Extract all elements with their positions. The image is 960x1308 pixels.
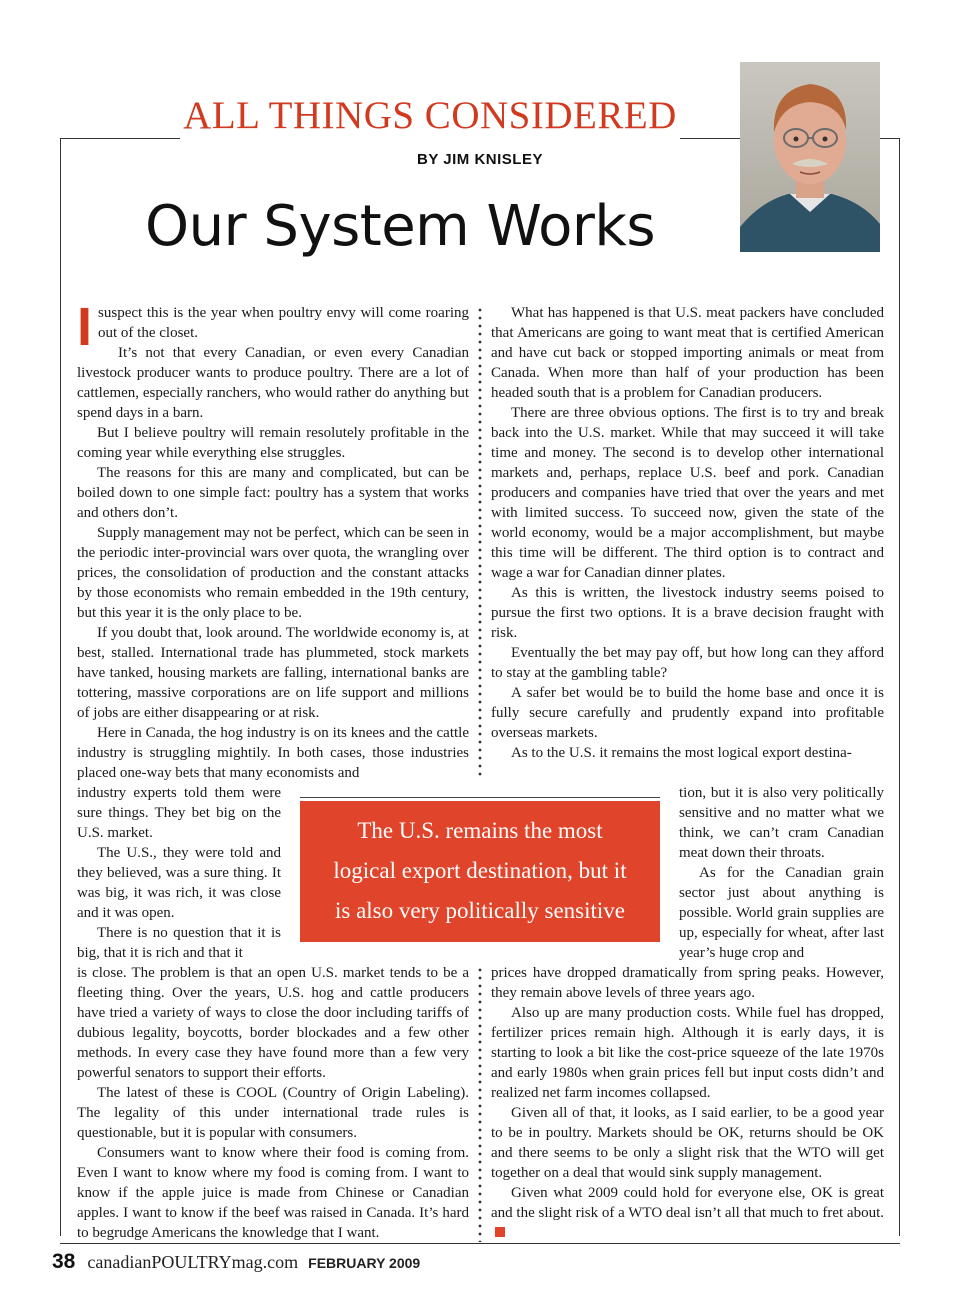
paragraph-16: A safer bet would be to build the home base and once it is fully secure carefully and prudently expand into profitable overseas markets. — [491, 685, 884, 741]
paragraph-1: Isuspect this is the year when poultry envy will come roaring out of the closet. — [77, 297, 469, 357]
paragraph-17-cont: tion, but it is also very politically sensitive and no matter what we think, we can’t cram Canadian meat down their throats. — [679, 785, 884, 861]
column-divider-dots-upper — [478, 306, 482, 778]
paragraph-9-cont: is close. The problem is that an open U.S. market tends to be a fleeting thing. Over the years, U.S. hog and cattle producers have tried a variety of ways to close the door including tariffs of dubious legality, boycotts, border blockades and a few other methods. In every case they have found more than a few very powerful senators to support their efforts. — [77, 965, 469, 1081]
article-right-column-bottom — [491, 963, 884, 1243]
pullquote-line-1: The U.S. remains the most — [357, 818, 603, 843]
paragraph-19: Also up are many production costs. While fuel has dropped, fertilizer prices remain high. Although it is early days, it is starting to look a bit like the cost-price squeeze of the late 1970s and early 1980s when grain prices fell but input costs didn’t and realized net farm incomes collapsed. — [491, 1005, 884, 1101]
frame-right-rule — [899, 138, 900, 1236]
paragraph-5: Supply management may not be perfect, which can be seen in the periodic inter-provincial wars over quota, the wrangling over prices, the consolidation of production and the constant attacks by those economists who remain embedded in the 19th century, but this year it is the only place to be. — [77, 525, 469, 621]
column-title: ALL THINGS CONSIDERED — [183, 94, 677, 137]
paragraph-17: As to the U.S. it remains the most logical export destina- — [511, 745, 852, 761]
article-left-column-middle — [77, 783, 281, 963]
paragraph-3: But I believe poultry will remain resolutely profitable in the coming year while everything else struggles. — [77, 425, 469, 461]
paragraph-7-cont: industry experts told them were sure things. They bet big on the U.S. market. — [77, 785, 281, 841]
paragraph-4: The reasons for this are many and complicated, but can be boiled down to one simple fact: poultry has a system that works and others don’t. — [77, 465, 469, 521]
paragraph-18: As for the Canadian grain sector just about anything is possible. World grain supplies are up, especially for wheat, after last year’s huge crop and — [679, 865, 884, 961]
pullquote-top-rule — [300, 797, 660, 798]
pullquote-line-3: is also very politically sensitive — [334, 898, 625, 923]
paragraph-11: Consumers want to know where their food is coming from. Even I want to know where my food is coming from. I want to know if the apple juice is made from Chinese or Canadian apples. I want to know if the beef was raised in Canada. It’s hard to begrudge Americans the knowledge that I want. — [77, 1145, 469, 1241]
issue-date: FEBRUARY 2009 — [308, 1255, 421, 1271]
paragraph-18-cont: prices have dropped dramatically from spring peaks. However, they remain above levels of three years ago. — [491, 965, 884, 1001]
magazine-website: canadianPOULTRYmag.com — [87, 1252, 299, 1272]
frame-left-rule — [60, 138, 61, 1236]
paragraph-9: There is no question that it is big, that it is rich and that it — [77, 925, 281, 961]
article-left-column-top — [77, 297, 469, 783]
page-number: 38 — [52, 1250, 76, 1273]
byline: BY JIM KNISLEY — [417, 151, 543, 168]
drop-cap: I — [77, 297, 93, 357]
pullquote-box — [300, 801, 660, 942]
article-right-column-middle — [679, 783, 884, 963]
author-photo — [740, 62, 880, 252]
paragraph-20: Given all of that, it looks, as I said earlier, to be a good year to be in poultry. Markets should be OK, returns should be OK and there seems to be only a slight risk that the WTO will get together on a deal that would sink supply management. — [491, 1105, 884, 1181]
page-footer — [52, 1250, 420, 1280]
paragraph-6: If you doubt that, look around. The worldwide economy is, at best, stalled. International trade has plummeted, stock markets have tanked, housing markets are falling, international banks are tottering, massive corporations are on life support and millions of jobs are either disappearing or at risk. — [77, 625, 469, 721]
paragraph-12: What has happened is that U.S. meat packers have concluded that Americans are going to want meat that is certified American and have cut back or stopped importing animals or meat from Canada. When more than half of your production has been headed south that is a problem for Canadian producers. — [491, 305, 884, 401]
paragraph-2: It’s not that every Canadian, or even every Canadian livestock producer wants to produce poultry. There are a lot of cattlemen, especially ranchers, who would rather do anything but spend days in a barn. — [77, 345, 469, 421]
paragraph-10: The latest of these is COOL (Country of Origin Labeling). The legality of this under international trade rules is questionable, but it is popular with consumers. — [77, 1085, 469, 1141]
article-left-column-bottom — [77, 963, 469, 1243]
frame-bottom-rule — [60, 1243, 900, 1244]
paragraph-15: Eventually the bet may pay off, but how long can they afford to stay at the gambling table? — [491, 645, 884, 681]
paragraph-14: As this is written, the livestock industry seems poised to pursue the first two options. It is a brave decision fraught with risk. — [491, 585, 884, 641]
pullquote-line-2: logical export destination, but it — [333, 858, 627, 883]
headline: Our System Works — [145, 194, 655, 259]
paragraph-13: There are three obvious options. The first is to try and break back into the U.S. market. While that may succeed it will take time and money. The second is to develop other international markets and, perhaps, replace U.S. beef and pork. Canadian producers and companies have tried that over the years and met with limited success. To succeed now, given the state of the world economy, would be a major accomplishment, but maybe this time will be different. The third option is to contract and wage a war for Canadian dinner plates. — [491, 405, 884, 581]
end-of-article-square — [495, 1227, 505, 1237]
paragraph-8: The U.S., they were told and they believed, was a sure thing. It was big, it was rich, it was close and it was open. — [77, 845, 281, 921]
paragraph-21: Given what 2009 could hold for everyone else, OK is great and the slight risk of a WTO deal isn’t all that much to fret about. — [491, 1183, 884, 1243]
article-right-column-top — [491, 303, 884, 763]
paragraph-7: Here in Canada, the hog industry is on its knees and the cattle industry is struggling mightily. In both cases, those industries placed one-way bets that many economists and — [77, 725, 469, 781]
column-divider-dots-lower — [478, 966, 482, 1242]
